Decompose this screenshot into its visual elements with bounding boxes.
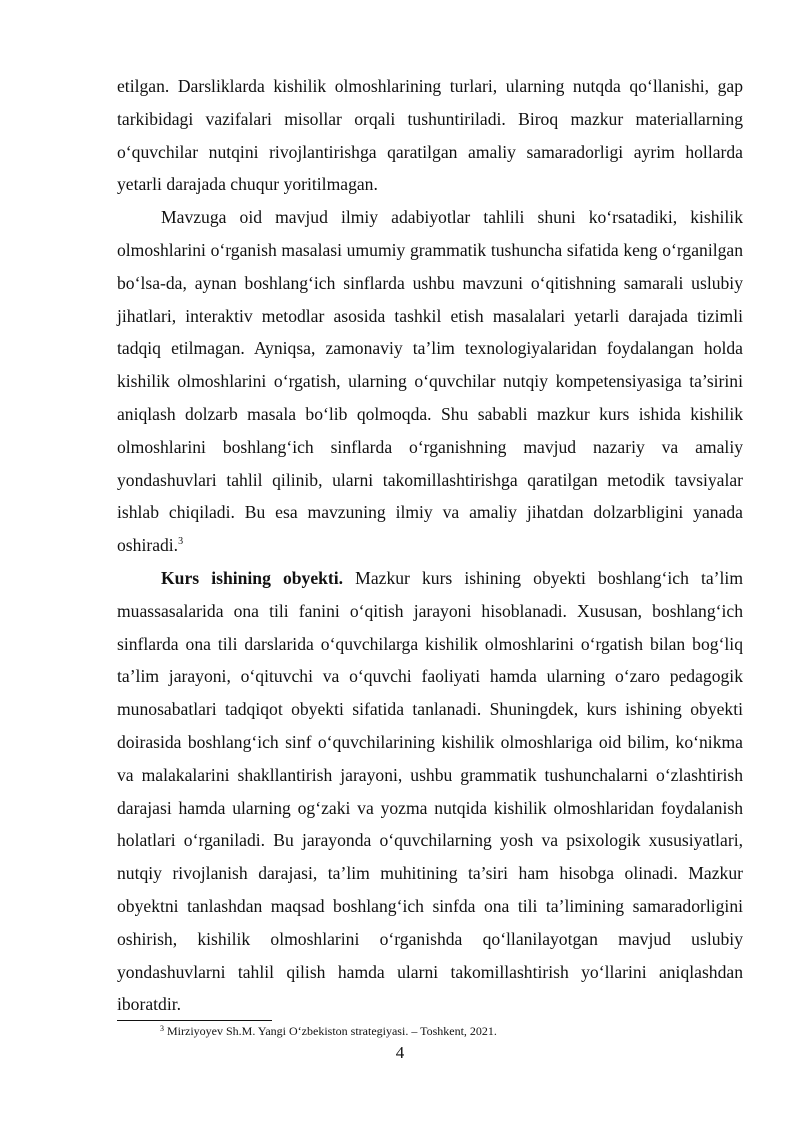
paragraph-literature-review <box>117 201 743 562</box>
footnote <box>160 1024 720 1038</box>
footnote-reference: 3 <box>178 536 184 548</box>
body-text <box>117 70 743 1021</box>
section-heading: Kurs ishining obyekti. <box>161 567 344 588</box>
paragraph-continuation: etilgan. Darsliklarda kishilik olmoshlarining turlari, ularning nutqda qo‘llanishi, gap tarkibidagi vazifalari misollar orqali tushuntiriladi. Biroq mazkur materiallarning o‘quvchilar nutqini rivojlantirishga qaratilgan amaliy samaradorligi ayrim hollarda yetarli darajada chuqur yoritilmagan. <box>117 76 743 195</box>
footnote-text: Mirziyoyev Sh.M. Yangi O‘zbekiston strategiyasi. – Toshkent, 2021. <box>164 1024 497 1038</box>
paragraph-research-object-text: Mazkur kurs ishining obyekti boshlang‘ich ta’lim muassasalarida ona tili fanini o‘qitish jarayoni hisoblanadi. Xususan, boshlang‘ich sinflarda ona tili darslarida o‘quvchilarga kishilik olmoshlarini o‘rgatish bilan bog‘liq ta’lim jarayoni, o‘qituvchi va o‘quvchi faoliyati hamda ularning o‘zaro pedagogik munosabatlari tadqiqot obyekti sifatida tanlanadi. Shuningdek, kurs ishining obyekti doirasida boshlang‘ich sinf o‘quvchilarining kishilik olmoshlariga oid bilim, ko‘nikma va malakalarini shakllantirish jarayoni, ushbu grammatik tushunchalarni o‘zlashtirish darajasi hamda ularning og‘zaki va yozma nutqida kishilik olmoshlaridan foydalanish holatlari o‘rganiladi. Bu jarayonda o‘quvchilarning yosh va psixologik xususiyatlari, nutqiy rivojlanish darajasi, ta’lim muhitining ta’siri ham hisobga olinadi. Mazkur obyektni tanlashdan maqsad boshlang‘ich sinfda ona tili ta’limining samaradorligini oshirish, kishilik olmoshlarini o‘rganishda qo‘llanilayotgan mavjud uslubiy yondashuvlarni tahlil qilish hamda ularni takomillashtirish yo‘llarini aniqlashdan iboratdir. <box>117 567 744 1015</box>
footnote-divider <box>117 1020 272 1021</box>
footnote-number: 3 <box>160 1024 164 1033</box>
paragraph-research-object <box>117 562 743 1021</box>
page-number: 4 <box>395 1043 405 1062</box>
paragraph-literature-review-text: Mavzuga oid mavjud ilmiy adabiyotlar tahlili shuni ko‘rsatadiki, kishilik olmoshlarini o‘rganish masalasi umumiy grammatik tushuncha sifatida keng o‘rganilgan bo‘lsa-da, aynan boshlang‘ich sinflarda ushbu mavzuni o‘qitishning samarali uslubiy jihatlari, interaktiv metodlar asosida tashkil etish masalalari yetarli darajada tizimli tadqiq etilmagan. Ayniqsa, zamonaviy ta’lim texnologiyalaridan foydalangan holda kishilik olmoshlarini o‘rgatish, ularning o‘quvchilar nutqiy kompetensiyasiga ta’sirini aniqlash dolzarb masala bo‘lib qolmoqda. Shu sababli mazkur kurs ishida kishilik olmoshlarini boshlang‘ich sinflarda o‘rganishning mavjud nazariy va amaliy yondashuvlari tahlil qilinib, ularni takomillashtirishga qaratilgan metodik tavsiyalar ishlab chiqiladi. Bu esa mavzuning ilmiy va amaliy jihatdan dolzarbligini yanada oshiradi. <box>117 207 743 556</box>
